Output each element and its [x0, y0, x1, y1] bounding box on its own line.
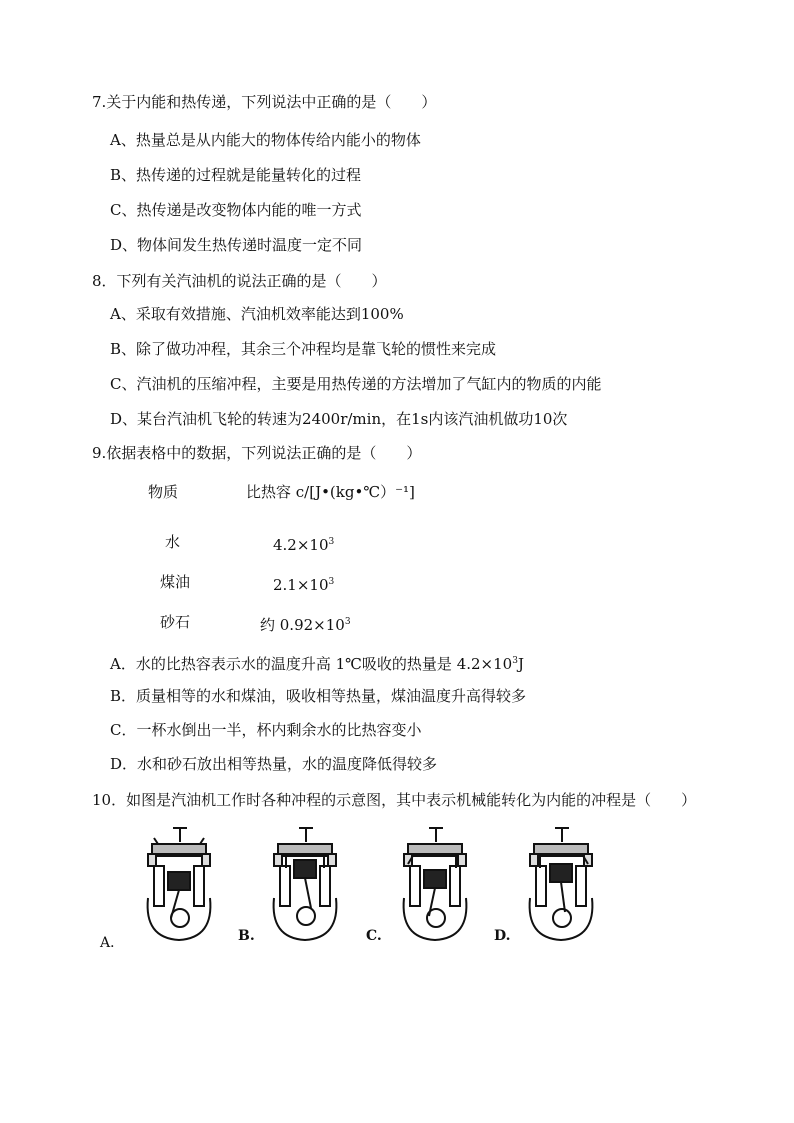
figure-label-b: B. [238, 928, 255, 944]
q8-option-d: D、某台汽油机飞轮的转速为2400r/min，在1s内该汽油机做功10次 [110, 410, 568, 428]
table-row-value: 约 $0.92\times 10^3$ [260, 616, 351, 634]
q8-stem: 8．下列有关汽油机的说法正确的是（ ） [92, 272, 387, 290]
table-header-substance: 物质 [148, 483, 179, 501]
engine-diagram-b [266, 826, 344, 944]
q9-option-c: C．一杯水倒出一半，杯内剩余水的比热容变小 [110, 721, 422, 739]
engine-diagram-a [140, 826, 218, 944]
q9-option-a: A．水的比热容表示水的温度升高 1℃吸收的热量是 $4.2\times 10^3J$ [110, 655, 524, 673]
table-row-value: $2.1\times 10^3$ [273, 576, 335, 594]
table-row-name: 砂石 [160, 613, 191, 631]
q8-option-b: B、除了做功冲程，其余三个冲程均是靠飞轮的惯性来完成 [110, 340, 497, 358]
q7-option-c: C、热传递是改变物体内能的唯一方式 [110, 201, 362, 219]
q9-option-d: D．水和砂石放出相等热量，水的温度降低得较多 [110, 755, 438, 773]
q7-option-b: B、热传递的过程就是能量转化的过程 [110, 166, 362, 184]
table-row-value: $4.2\times 10^3$ [273, 536, 335, 554]
q9-option-b: B．质量相等的水和煤油，吸收相等热量，煤油温度升高得较多 [110, 687, 527, 705]
engine-diagram-c [396, 826, 474, 944]
engine-diagram-d [522, 826, 600, 944]
q10-stem: 10．如图是汽油机工作时各种冲程的示意图，其中表示机械能转化为内能的冲程是（ ） [92, 791, 697, 809]
q7-stem: 7.关于内能和热传递，下列说法中正确的是（ ） [92, 93, 437, 111]
q9-stem: 9.依据表格中的数据，下列说法正确的是（ ） [92, 444, 422, 462]
q7-option-d: D、物体间发生热传递时温度一定不同 [110, 236, 363, 254]
q8-option-c: C、汽油机的压缩冲程，主要是用热传递的方法增加了气缸内的物质的内能 [110, 375, 602, 393]
figure-label-d: D. [494, 928, 511, 944]
q7-option-a: A、热量总是从内能大的物体传给内能小的物体 [110, 131, 421, 149]
figure-label-a: A． [100, 935, 125, 951]
figure-label-c: C. [366, 928, 382, 944]
table-row-name: 水 [165, 533, 181, 551]
q8-option-a: A、采取有效措施、汽油机效率能达到100% [110, 305, 404, 323]
table-row-name: 煤油 [160, 573, 191, 591]
table-header-capacity: 比热容 c/[J•(kg•℃）⁻¹] [246, 483, 415, 501]
